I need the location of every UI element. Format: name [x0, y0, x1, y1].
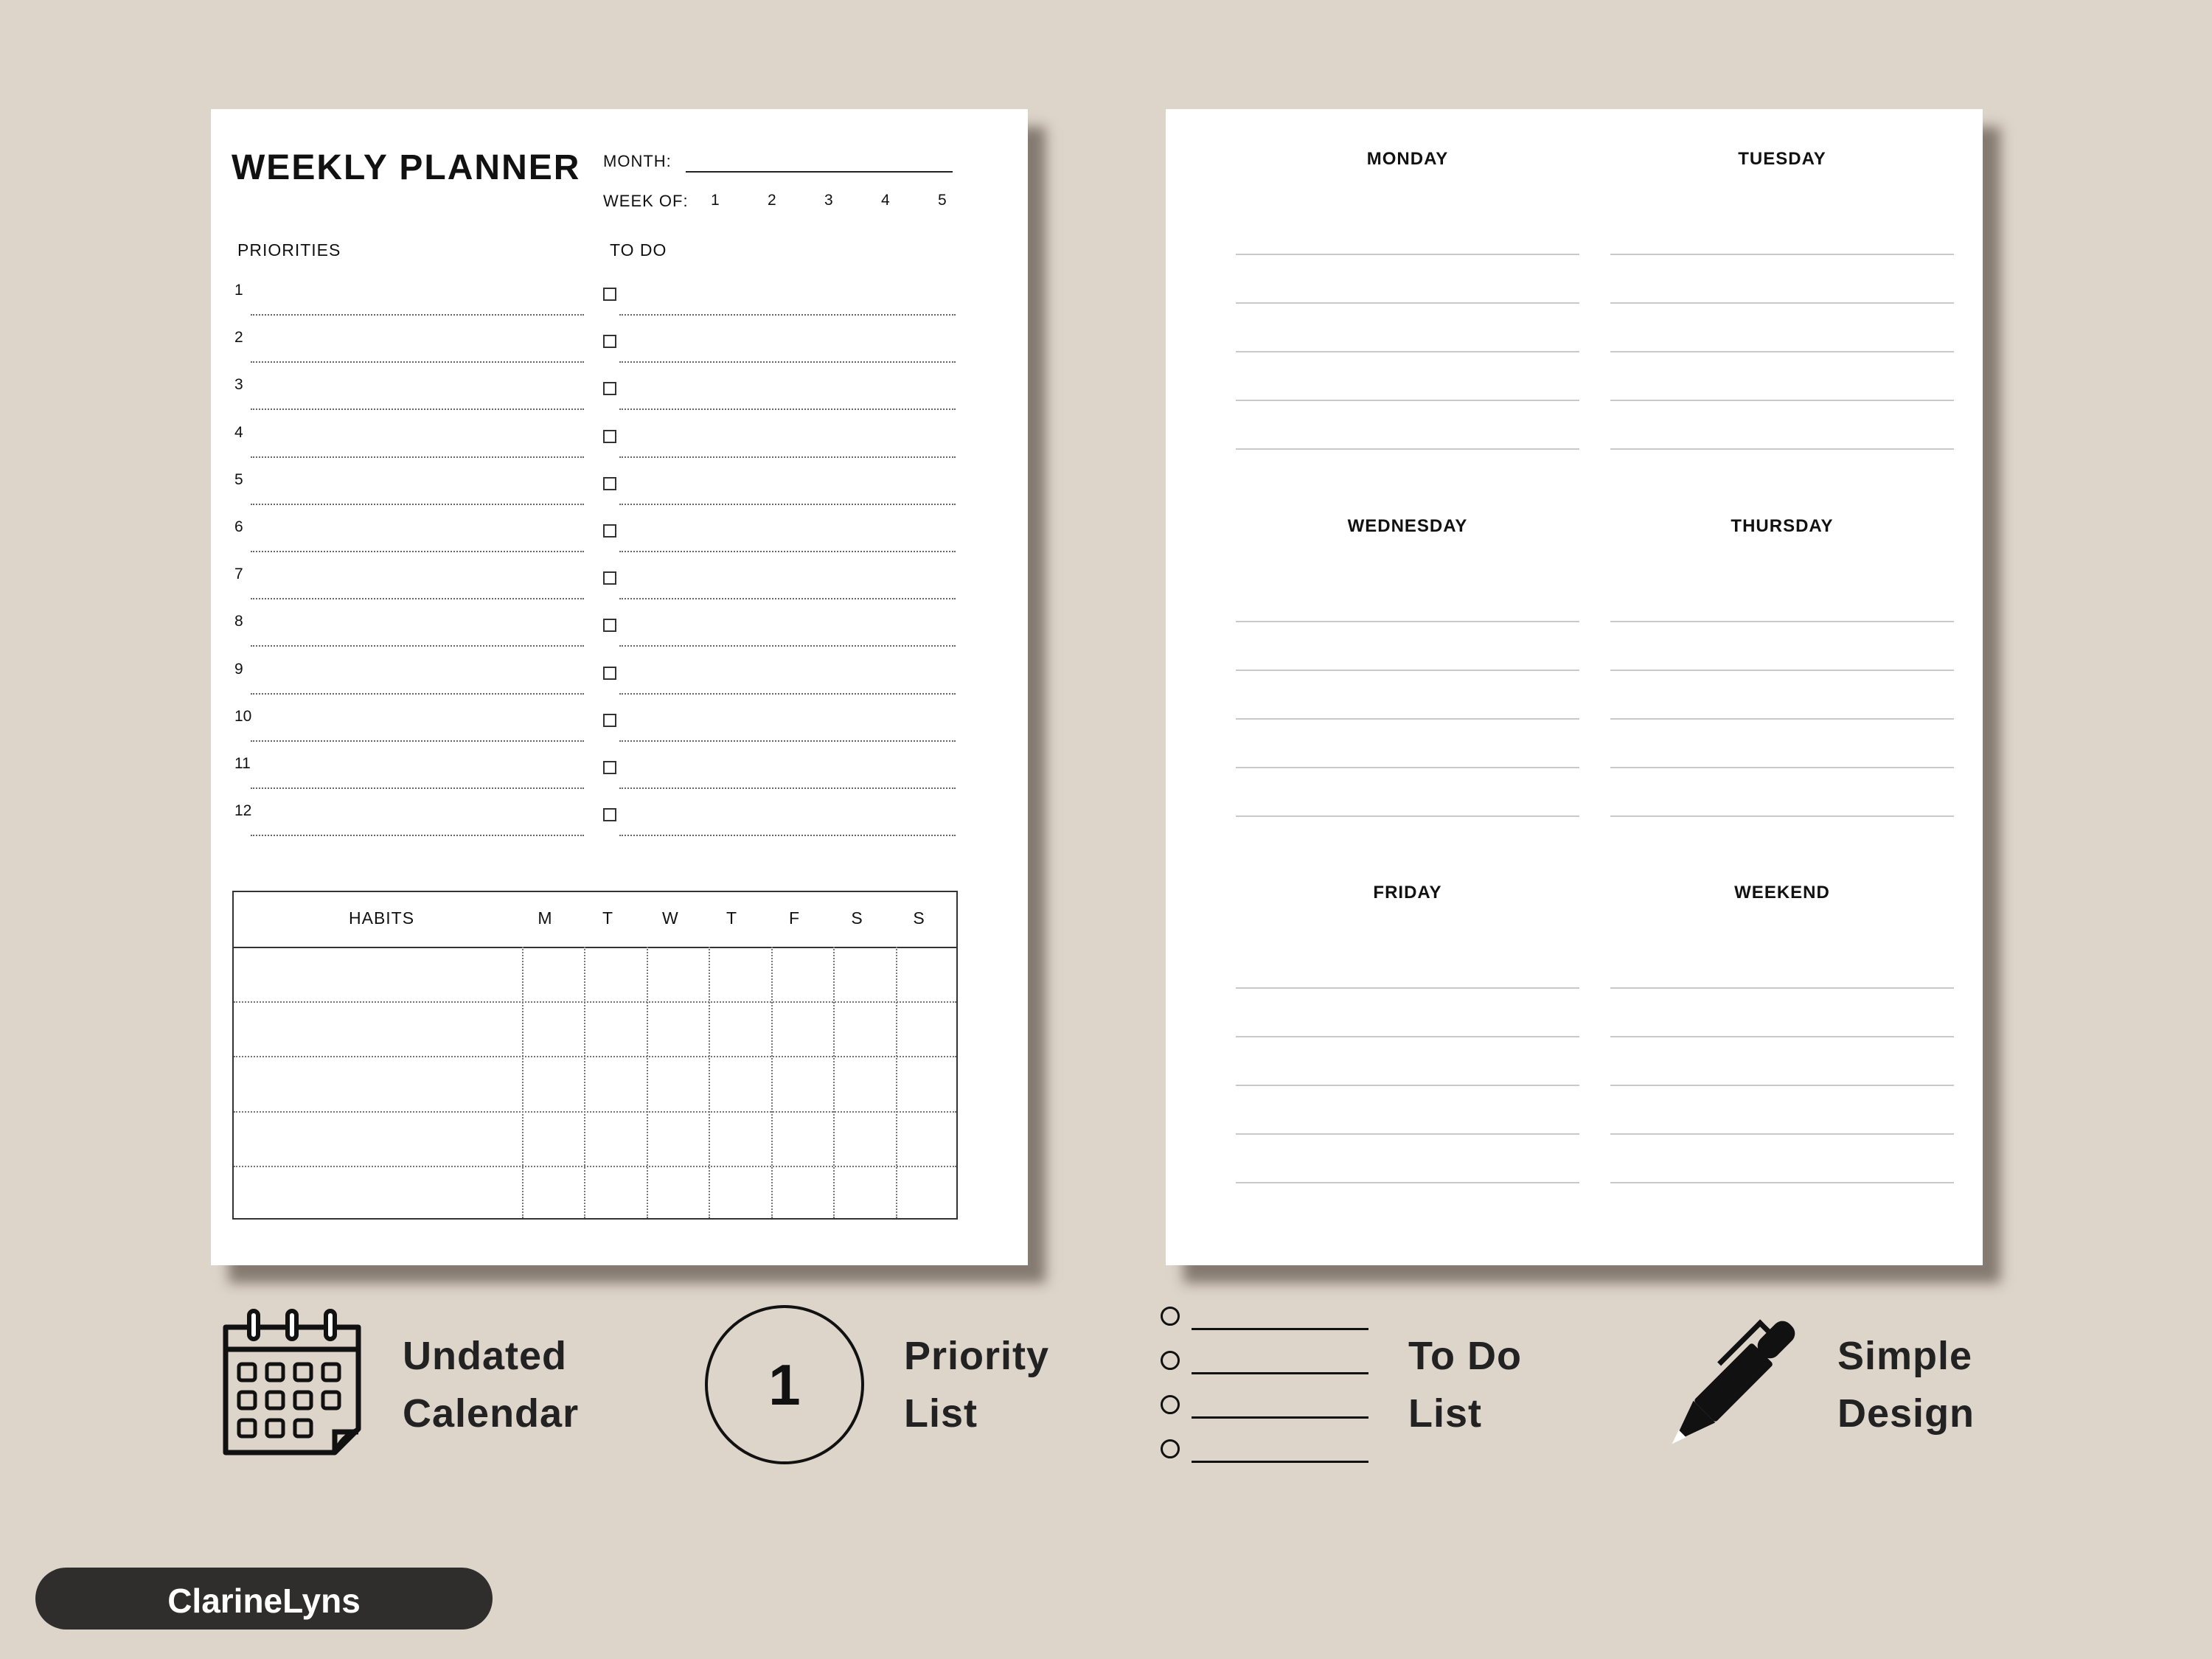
day-note-line[interactable] [1610, 621, 1954, 622]
day-note-line[interactable] [1236, 1085, 1579, 1086]
day-note-line[interactable] [1610, 400, 1954, 401]
feature-text-line: Simple [1837, 1334, 1973, 1378]
month-label: MONTH: [603, 152, 672, 170]
week-number: 4 [881, 192, 890, 209]
day-note-line[interactable] [1236, 1036, 1579, 1037]
habit-row [234, 1111, 956, 1113]
week-number: 1 [711, 192, 720, 209]
todo-checkbox[interactable] [603, 477, 616, 490]
day-note-line[interactable] [1236, 621, 1579, 622]
day-label-weekend: WEEKEND [1734, 883, 1830, 902]
habits-label: HABITS [349, 908, 415, 928]
feature-priority-list [904, 1327, 1049, 1442]
priority-number: 4 [234, 423, 243, 441]
day-note-line[interactable] [1236, 1182, 1579, 1183]
list-line [1192, 1328, 1368, 1330]
todo-line[interactable] [619, 314, 956, 316]
todo-checkbox[interactable] [603, 430, 616, 443]
day-note-line[interactable] [1236, 987, 1579, 989]
habit-column [522, 947, 524, 1218]
day-note-line[interactable] [1236, 815, 1579, 817]
day-note-line[interactable] [1610, 718, 1954, 720]
priority-number: 12 [234, 802, 252, 820]
todo-checkbox[interactable] [603, 288, 616, 301]
habit-column [709, 947, 710, 1218]
todo-line[interactable] [619, 456, 956, 458]
day-note-line[interactable] [1610, 669, 1954, 671]
day-note-line[interactable] [1236, 400, 1579, 401]
todo-checkbox[interactable] [603, 524, 616, 538]
todo-checkbox[interactable] [603, 667, 616, 680]
week-number: 5 [938, 192, 947, 209]
priority-line[interactable] [251, 361, 584, 363]
day-note-line[interactable] [1236, 254, 1579, 255]
habit-day-label: F [788, 908, 800, 928]
todo-line[interactable] [619, 361, 956, 363]
week-of-label: WEEK OF: [603, 192, 689, 210]
day-note-line[interactable] [1610, 254, 1954, 255]
priority-number: 1 [234, 282, 243, 299]
todo-line[interactable] [619, 504, 956, 505]
habit-day-label: S [913, 908, 925, 928]
habit-column [833, 947, 835, 1218]
day-note-line[interactable] [1236, 669, 1579, 671]
habit-row [234, 1001, 956, 1003]
priority-number: 2 [234, 329, 243, 347]
priority-number: 11 [234, 755, 251, 772]
planner-title: WEEKLY PLANNER [232, 148, 581, 187]
day-note-line[interactable] [1236, 302, 1579, 304]
day-label-thursday: THURSDAY [1731, 516, 1834, 536]
todo-line[interactable] [619, 835, 956, 836]
todo-label: TO DO [610, 240, 667, 260]
feature-text-line: Undated [403, 1334, 567, 1378]
habit-column [896, 947, 897, 1218]
feature-text-line: Design [1837, 1391, 1975, 1436]
todo-checkbox[interactable] [603, 761, 616, 774]
priority-line[interactable] [251, 787, 584, 789]
day-note-line[interactable] [1610, 987, 1954, 989]
habit-column [584, 947, 585, 1218]
todo-checkbox[interactable] [603, 619, 616, 632]
habit-row [234, 1056, 956, 1057]
daily-schedule-page [1166, 109, 1983, 1265]
feature-text-line: List [1408, 1391, 1483, 1436]
todo-line[interactable] [619, 598, 956, 599]
priority-line[interactable] [251, 835, 584, 836]
calendar-icon [218, 1305, 366, 1464]
day-note-line[interactable] [1610, 815, 1954, 817]
priority-line[interactable] [251, 740, 584, 742]
list-bullet [1161, 1395, 1180, 1414]
priority-line[interactable] [251, 693, 584, 695]
day-note-line[interactable] [1610, 351, 1954, 352]
habit-day-label: S [851, 908, 863, 928]
priority-line[interactable] [251, 314, 584, 316]
habit-row [234, 1166, 956, 1167]
todo-checkbox[interactable] [603, 571, 616, 585]
priority-number: 6 [234, 518, 243, 535]
todo-line[interactable] [619, 693, 956, 695]
habit-column [647, 947, 648, 1218]
habit-day-label: T [726, 908, 737, 928]
list-bullet [1161, 1307, 1180, 1326]
priority-line[interactable] [251, 408, 584, 410]
priority-number: 8 [234, 613, 243, 630]
day-label-wednesday: WEDNESDAY [1347, 516, 1468, 536]
todo-checkbox[interactable] [603, 335, 616, 348]
feature-simple-design [1837, 1327, 1975, 1442]
todo-checkbox[interactable] [603, 808, 616, 821]
day-note-line[interactable] [1610, 767, 1954, 768]
day-note-line[interactable] [1610, 1085, 1954, 1086]
day-label-monday: MONDAY [1366, 149, 1449, 169]
week-number: 3 [824, 192, 833, 209]
todo-checkbox[interactable] [603, 714, 616, 727]
habit-day-label: T [602, 908, 613, 928]
feature-todo-list [1408, 1327, 1522, 1442]
day-note-line[interactable] [1610, 448, 1954, 450]
list-bullet [1161, 1439, 1180, 1458]
todo-line[interactable] [619, 740, 956, 742]
day-note-line[interactable] [1610, 1133, 1954, 1135]
habits-table [232, 891, 958, 1220]
feature-text-line: Calendar [403, 1391, 580, 1436]
priority-number: 10 [234, 707, 252, 725]
day-note-line[interactable] [1610, 302, 1954, 304]
priority-line[interactable] [251, 645, 584, 647]
priority-line[interactable] [251, 598, 584, 599]
day-note-line[interactable] [1236, 718, 1579, 720]
priority-line[interactable] [251, 456, 584, 458]
list-line [1192, 1461, 1368, 1463]
brand-badge [35, 1568, 493, 1630]
feature-text-line: Priority [904, 1334, 1050, 1378]
week-number: 2 [768, 192, 776, 209]
month-line [686, 171, 953, 173]
todo-line[interactable] [619, 551, 956, 552]
feature-text-line: List [904, 1391, 978, 1436]
todo-line[interactable] [619, 645, 956, 647]
list-line [1192, 1416, 1368, 1419]
priorities-label: PRIORITIES [237, 240, 341, 260]
priority-number: 7 [234, 566, 243, 583]
brand-name: ClarineLyns [167, 1582, 361, 1620]
feature-text-line: To Do [1408, 1334, 1522, 1378]
priority-line[interactable] [251, 551, 584, 552]
todo-line[interactable] [619, 787, 956, 789]
priority-number: 1 [768, 1352, 801, 1417]
todo-checkbox[interactable] [603, 382, 616, 395]
habit-day-label: M [538, 908, 552, 928]
day-note-line[interactable] [1236, 1133, 1579, 1135]
day-label-friday: FRIDAY [1373, 883, 1442, 902]
todo-line[interactable] [619, 408, 956, 410]
day-note-line[interactable] [1236, 448, 1579, 450]
day-note-line[interactable] [1610, 1036, 1954, 1037]
day-note-line[interactable] [1236, 767, 1579, 768]
number-one-circle [705, 1305, 864, 1464]
priority-line[interactable] [251, 504, 584, 505]
priority-number: 9 [234, 660, 243, 678]
habits-header [234, 892, 956, 948]
habit-column [771, 947, 773, 1218]
list-bullet [1161, 1351, 1180, 1370]
list-line [1192, 1372, 1368, 1374]
priority-number: 5 [234, 470, 243, 488]
day-note-line[interactable] [1610, 1182, 1954, 1183]
feature-undated-calendar [403, 1327, 579, 1442]
weekly-planner-page [211, 109, 1028, 1265]
pen-icon [1641, 1308, 1808, 1475]
day-label-tuesday: TUESDAY [1738, 149, 1826, 169]
day-note-line[interactable] [1236, 351, 1579, 352]
habit-day-label: W [662, 908, 678, 928]
priority-number: 3 [234, 376, 243, 394]
